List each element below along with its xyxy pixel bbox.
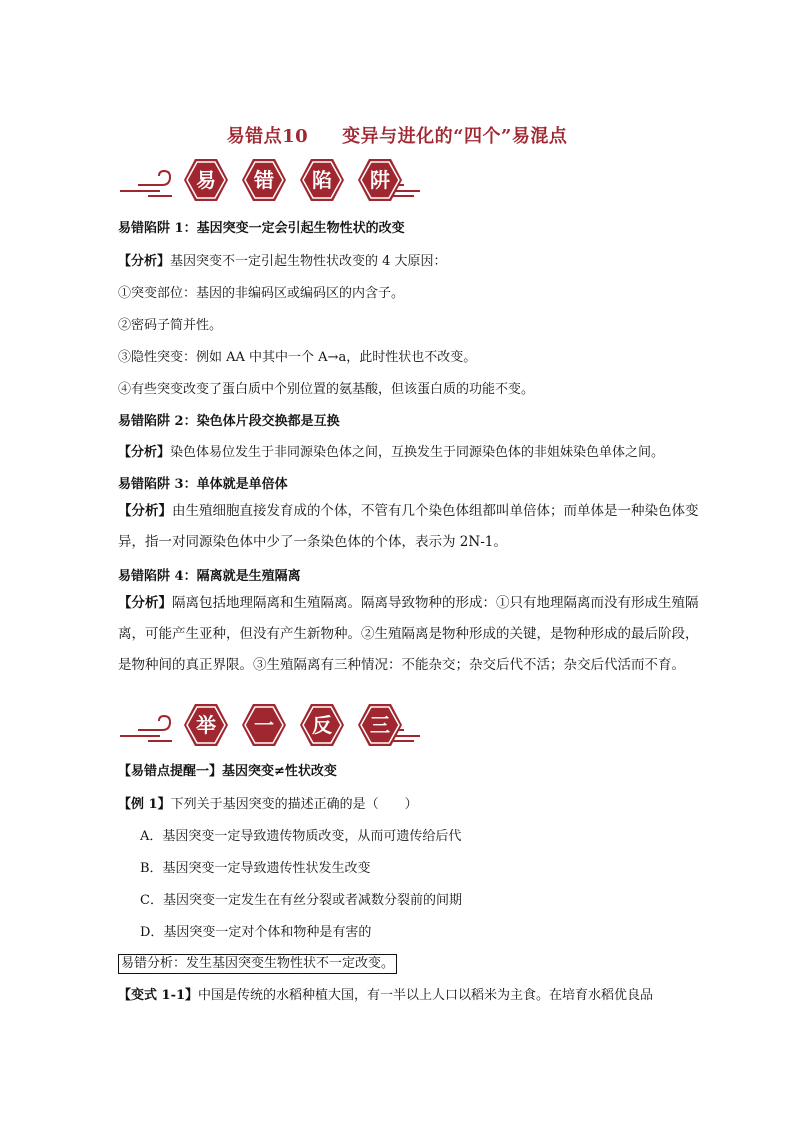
banner-badges: [184, 700, 414, 750]
example-question: 【例 1】下列关于基因突变的描述正确的是（ ）: [118, 797, 418, 812]
banner-badge: 易: [184, 159, 228, 201]
page-title: 易错点10 变异与进化的“四个”易混点: [226, 126, 568, 147]
trap-heading: 易错陷阱 4：隔离就是生殖隔离: [118, 569, 301, 584]
banner-badge: 举: [184, 704, 228, 746]
error-analysis-box: 易错分析：发生基因突变生物性状不一定改变。: [118, 954, 397, 974]
analysis-point: ①突变部位：基因的非编码区或编码区的内含子。: [118, 286, 405, 301]
analysis-point: ③隐性突变：例如 AA 中其中一个 A→a，此时性状也不改变。: [118, 350, 477, 365]
analysis-point: ②密码子简并性。: [118, 318, 223, 333]
trap-heading: 易错陷阱 1：基因突变一定会引起生物性状的改变: [118, 221, 405, 236]
banner-badge: 反: [300, 704, 344, 746]
option-a: A．基因突变一定导致遗传物质改变，从而可遗传给后代: [140, 829, 462, 844]
banner-badges: [184, 155, 414, 205]
error-analysis: [118, 954, 703, 974]
banner-badge: 三: [358, 704, 402, 746]
trap-analysis: 【分析】基因突变不一定引起生物性状改变的 4 大原因：: [118, 254, 447, 269]
banner-badge: 一: [242, 704, 286, 746]
trap-heading: 易错陷阱 3：单体就是单倍体: [118, 477, 288, 492]
trap-analysis: 【分析】由生殖细胞直接发育成的个体，不管有几个染色体组都叫单倍体；而单体是一种染色体变异，指一对同源染色体中少了一条染色体的个体，表示为 2N-1。: [118, 503, 699, 550]
variant-question: 【变式 1-1】中国是传统的水稻种植大国，有一半以上人口以稻米为主食。在培育水稻优良品: [118, 988, 654, 1003]
section-banner-examples: [118, 700, 678, 750]
option-c: C．基因突变一定发生在有丝分裂或者减数分裂前的间期: [140, 893, 462, 908]
banner-badge: 错: [242, 159, 286, 201]
trap-analysis: 【分析】染色体易位发生于非同源染色体之间，互换发生于同源染色体的非姐妹染色单体之间。: [118, 445, 665, 460]
banner-badge: 阱: [358, 159, 402, 201]
banner-badge: 陷: [300, 159, 344, 201]
section-banner-traps: [118, 155, 678, 205]
trap-analysis: 【分析】隔离包括地理隔离和生殖隔离。隔离导致物种的形成：①只有地理隔离而没有形成生殖隔离，可能产生亚种，但没有产生新物种。②生殖隔离是物种形成的关键，是物种形成的最后阶段，是物种间的真正界限。③生殖隔离有三种情况：不能杂交；杂交后代不活；杂交后代活而不育。: [118, 595, 699, 673]
option-d: D．基因突变一定对个体和物种是有害的: [140, 925, 372, 940]
reminder-heading: 【易错点提醒一】基因突变≠性状改变: [118, 764, 337, 779]
analysis-point: ④有些突变改变了蛋白质中个别位置的氨基酸，但该蛋白质的功能不变。: [118, 382, 535, 397]
trap-heading: 易错陷阱 2：染色体片段交换都是互换: [118, 414, 340, 429]
option-b: B．基因突变一定导致遗传性状发生改变: [140, 861, 371, 876]
